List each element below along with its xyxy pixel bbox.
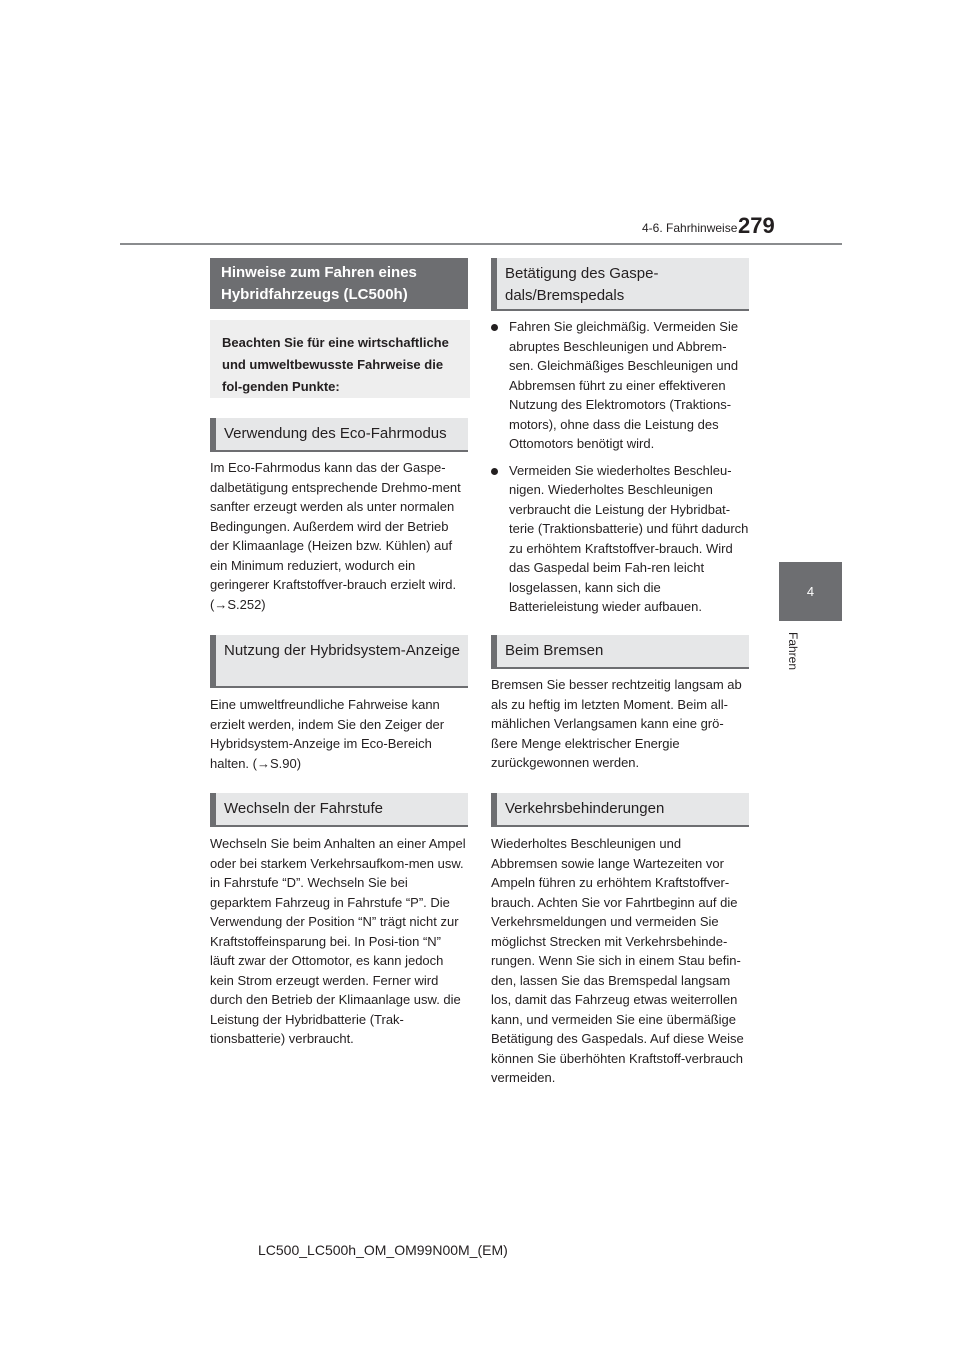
bullet-item (491, 461, 749, 617)
heading-traffic (491, 793, 749, 827)
heading-hybrid-display-text: Nutzung der Hybridsystem-Anzeige (224, 642, 460, 659)
heading-eco-mode (210, 418, 468, 452)
bullet-dot-icon (491, 324, 498, 331)
bullet-text: Vermeiden Sie wiederholtes Beschleu-nigen. Wiederholtes Beschleunigen verbraucht die Leistung der Hybridbat-terie (Traktionsbatterie) und führt dadurch zu erhöhtem Kraftstoffver-brauch. Wird das Gaspedal beim Fah-ren leicht losgelassen, kann sich die Batterieleistung wieder aufbauen. (509, 462, 749, 614)
page-number: 279 (738, 213, 775, 238)
heading-eco-mode-text: Verwendung des Eco-Fahrmodus (224, 425, 447, 442)
heading-braking-text: Beim Bremsen (505, 642, 604, 659)
heading-gear-change-text: Wechseln der Fahrstufe (224, 800, 383, 817)
section-header: 4-6. Fahrhinweise (642, 221, 738, 235)
section-title (210, 258, 468, 309)
heading-pedal-use-text: Betätigung des Gaspe-dals/Bremspedals (505, 265, 659, 304)
paragraph-hybrid-display: Eine umweltfreundliche Fahrweise kann erzielt werden, indem Sie den Zeiger der Hybridsystem-Anzeige im Eco-Bereich halten. (→S.90) (210, 697, 445, 771)
chapter-label (786, 632, 802, 692)
intro-text: Beachten Sie für eine wirtschaftliche und umweltbewusste Fahrweise die fol-genden Punkte: (222, 335, 449, 394)
bullet-text: Fahren Sie gleichmäßig. Vermeiden Sie abruptes Beschleunigen und Abbrem-sen. Gleichmäßiges Beschleunigen und Abbremsen führt zu einer effektiveren Nutzung des Elektromotors (Traktions-motors), ohne dass die Leistung des Ottomotors benötigt wird. (509, 319, 739, 451)
heading-gear-change (210, 793, 468, 827)
heading-hybrid-display (210, 635, 468, 688)
chapter-number: 4 (806, 584, 815, 599)
bullet-dot-icon (491, 468, 498, 475)
document-id-footer: LC500_LC500h_OM_OM99N00M_(EM) (258, 1242, 508, 1258)
heading-traffic-text: Verkehrsbehinderungen (505, 800, 665, 817)
intro-box (210, 320, 470, 398)
paragraph-gear-change: Wechseln Sie beim Anhalten an einer Ampel oder bei starkem Verkehrsaufkom-men usw. in Fahrstufe “D”. Wechseln Sie bei geparktem Fahrzeug in Fahrstufe “P”. Die Verwendung der Position “N” trägt nicht zur Kraftstoffeinsparung bei. In Posi-tion “N” läuft zwar der Ottomotor, es kann jedoch kein Strom erzeugt werden. Ferner wird durch den Betrieb der Klimaanlage usw. die Leistung der Hybridbatterie (Trak-tionsbatterie) verbraucht. (210, 836, 466, 1046)
chapter-label-text: Fahren (786, 632, 800, 671)
bullet-list-pedal-use (491, 317, 749, 624)
heading-braking (491, 635, 749, 669)
header-divider (120, 243, 842, 245)
heading-pedal-use (491, 258, 749, 311)
paragraph-eco-mode: Im Eco-Fahrmodus kann das der Gaspe-dalbetätigung entsprechende Drehmo-ment sanfter erzeugt werden als unter normalen Bedingungen. Außerdem wird der Betrieb der Klimaanlage (Heizen bzw. Kühlen) auf ein Minimum reduziert, wodurch ein geringerer Kraftstoffver-brauch erzielt wird. (→S.252) (210, 460, 461, 612)
paragraph-braking: Bremsen Sie besser rechtzeitig langsam ab als zu heftig im letzten Moment. Beim all-mählichen Verlangsamen kann eine grö-ßere Menge elektrischer Energie zurückgewonnen werden. (491, 677, 742, 770)
bullet-item (491, 317, 749, 454)
section-title-text: Hinweise zum Fahren eines Hybridfahrzeugs (LC500h) (221, 264, 417, 303)
chapter-tab[interactable] (779, 562, 842, 621)
paragraph-traffic: Wiederholtes Beschleunigen und Abbremsen sowie lange Wartezeiten vor Ampeln führen zu erhöhtem Kraftstoffver-brauch. Achten Sie vor Fahrtbeginn auf die Verkehrsmeldungen und vermeiden Sie möglichst Strecken mit Verkehrsbehinde-rungen. Wenn Sie sich in einem Stau befin-den, lassen Sie das Bremspedal langsam los, damit das Fahrzeug etwas weiterrollen kann, und vermeiden Sie eine übermäßige Betätigung des Gaspedals. Auf diese Weise können Sie überhöhten Kraftstoff-verbrauch vermeiden. (491, 836, 744, 1085)
